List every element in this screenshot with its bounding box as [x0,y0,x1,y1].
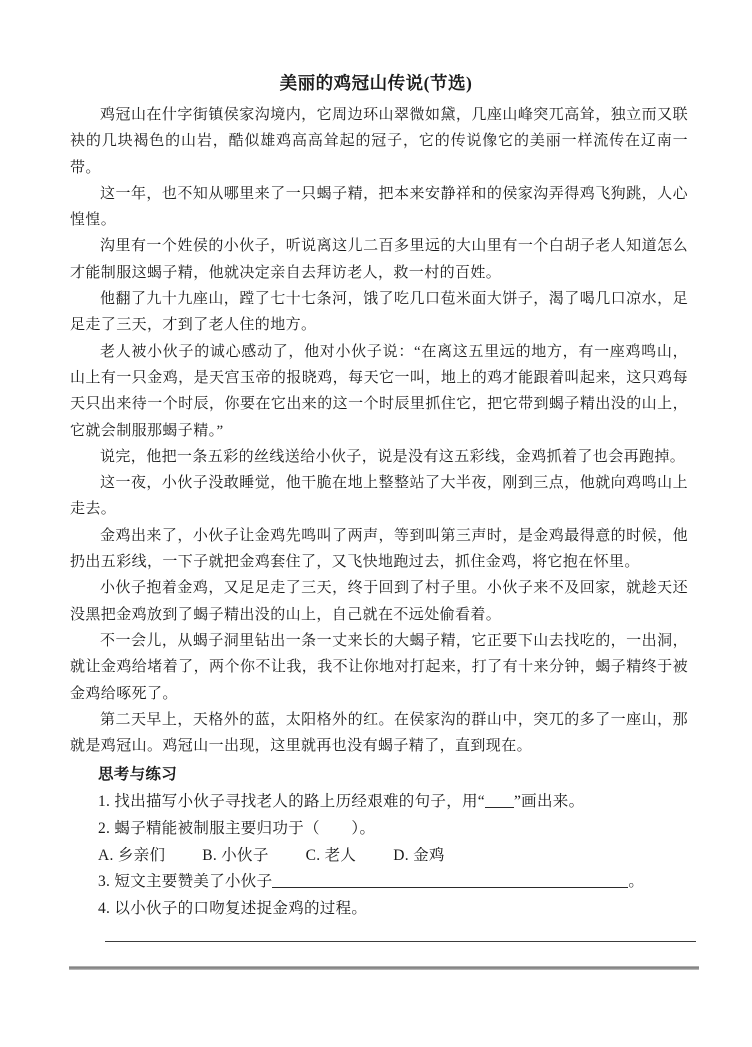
question-3-blank [272,874,628,888]
paragraph: 沟里有一个姓侯的小伙子，听说离这儿二百多里远的大山里有一个白胡子老人知道怎么才能制服这蝎子精，他就决定亲自去拜访老人，救一村的百姓。 [70,238,688,281]
bottom-divider-line [69,966,699,970]
question-3 [98,869,688,896]
paragraph: 他翻了九十九座山，蹚了七十七条河，饿了吃几口苞米面大饼子，渴了喝几口凉水，足足走了三天，才到了老人住的地方。 [70,291,688,334]
question-2-options [98,843,688,870]
paragraph: 不一会儿，从蝎子洞里钻出一条一丈来长的大蝎子精，它正要下山去找吃的，一出洞，就让金鸡给堵着了，两个你不让我，我不让你地对打起来，打了有十来分钟，蝎子精终于被金鸡给啄死了。 [70,632,688,702]
answer-writing-line [105,941,696,942]
option-d: D. 金鸡 [393,846,445,864]
option-c: C. 老人 [305,846,357,864]
question-1-text-end: ”画出来。 [513,793,585,811]
question-2: 2. 蝎子精能被制服主要归功于（ ）。 [98,819,376,837]
page-title: 美丽的鸡冠山传说(节选) [279,73,473,93]
option-b: B. 小伙子 [202,846,269,864]
paragraph: 这一年，也不知从哪里来了一只蝎子精，把本来安静祥和的侯家沟弄得鸡飞狗跳，人心惶惶。 [70,185,688,229]
paragraph: 说完，他把一条五彩的丝线送给小伙子，说是没有这五彩线，金鸡抓着了也会再跑掉。 [100,448,686,465]
question-3-text-end: 。 [628,873,645,891]
paragraph: 金鸡出来了，小伙子让金鸡先鸣叫了两声，等到叫第三声时，是金鸡最得意的时候，他扔出五彩线，一下子就把金鸡套住了，又飞快地跑过去，抓住金鸡，将它抱在怀里。 [70,527,688,571]
paragraph: 小伙子抱着金鸡，又足足走了三天，终于回到了村子里。小伙子来不及回家，就趁天还没黑把金鸡放到了蝎子精出没的山上，自己就在不远处偷看着。 [70,580,688,623]
paragraph: 老人被小伙子的诚心感动了，他对小伙子说：“在离这五里远的地方，有一座鸡鸣山，山上有一只金鸡，是天宫玉帝的报晓鸡，每天它一叫，地上的鸡才能跟着叫起来，这只鸡每天只出来待一个时辰，你要在它出来的这一个时辰里抓住它，把它带到蝎子精出没的山上，它就会制服那蝎子精。” [70,343,688,439]
option-a: A. 乡亲们 [98,846,166,864]
question-1-text: 1. 找出描写小伙子寻找老人的路上历经艰难的句子，用“ [98,793,485,811]
exercise-section [70,762,688,922]
question-1 [98,789,688,816]
question-1-blank [485,794,514,808]
paragraph: 鸡冠山在什字街镇侯家沟境内，它周边环山翠微如黛，几座山峰突兀高耸，独立而又联袂的几块褐色的山岩，酷似雄鸡高高耸起的冠子，它的传说像它的美丽一样流传在辽南一带。 [70,107,688,176]
paragraph: 这一夜，小伙子没敢睡觉，他干脆在地上整整站了大半夜，刚到三点，他就向鸡鸣山上走去。 [70,475,688,518]
story-text [70,102,688,759]
question-4: 4. 以小伙子的口吻复述捉金鸡的过程。 [98,899,368,917]
paragraph: 第二天早上，天格外的蓝，太阳格外的红。在侯家沟的群山中，突兀的多了一座山，那就是鸡冠山。鸡冠山一出现，这里就再也没有蝎子精了，直到现在。 [70,711,688,755]
question-3-text: 3. 短文主要赞美了小伙子 [98,873,273,891]
exercise-heading: 思考与练习 [98,766,178,784]
